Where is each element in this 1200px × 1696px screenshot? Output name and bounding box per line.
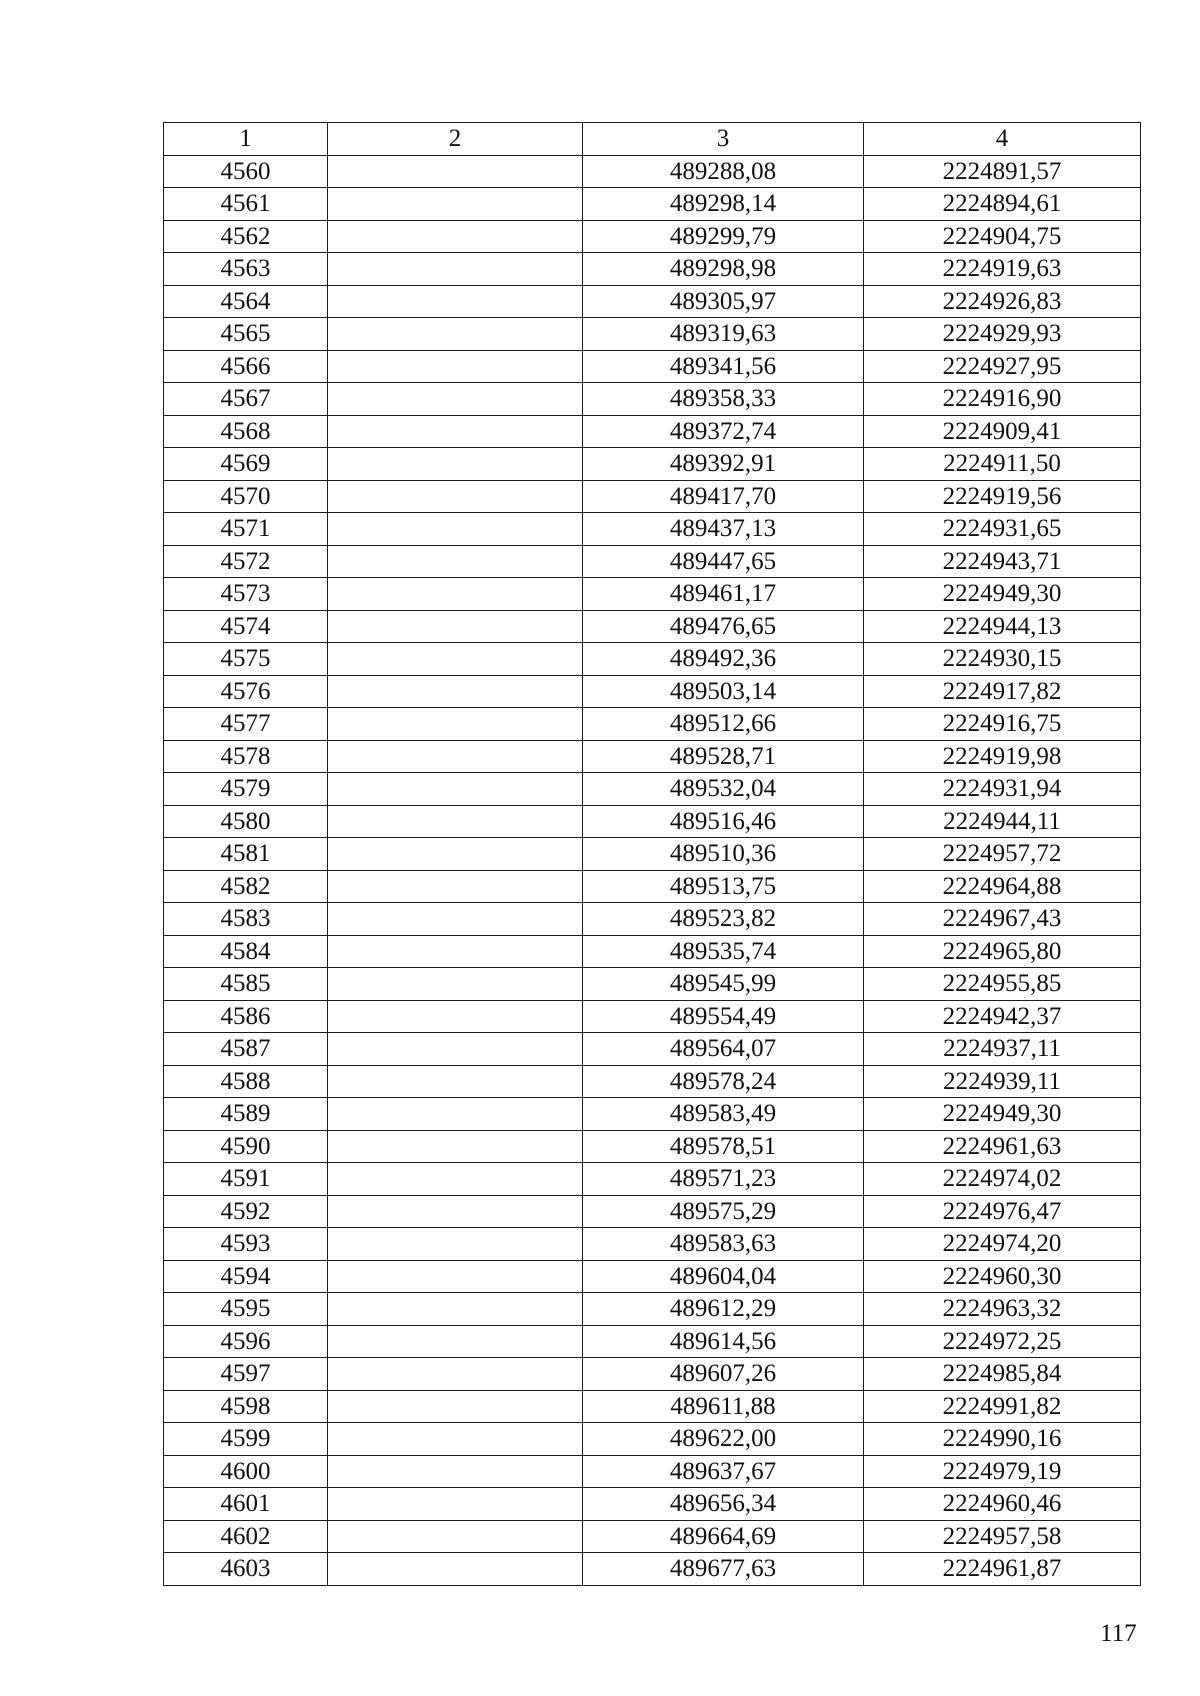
point-number-cell: 4566 [164, 350, 328, 383]
description-cell [328, 1553, 583, 1586]
table-row [164, 285, 1141, 318]
table-row [164, 968, 1141, 1001]
table-row [164, 1488, 1141, 1521]
x-coordinate-cell: 489614,56 [583, 1325, 864, 1358]
point-number-cell: 4602 [164, 1520, 328, 1553]
x-coordinate-cell: 489575,29 [583, 1195, 864, 1228]
y-coordinate-cell: 2224961,63 [864, 1130, 1141, 1163]
y-coordinate-cell: 2224944,13 [864, 610, 1141, 643]
x-coordinate-cell: 489288,08 [583, 155, 864, 188]
table-row [164, 1455, 1141, 1488]
x-coordinate-cell: 489564,07 [583, 1033, 864, 1066]
description-cell [328, 318, 583, 351]
y-coordinate-cell: 2224919,98 [864, 740, 1141, 773]
table-row [164, 1358, 1141, 1391]
table-row [164, 1065, 1141, 1098]
table-row [164, 773, 1141, 806]
point-number-cell: 4600 [164, 1455, 328, 1488]
x-coordinate-cell: 489656,34 [583, 1488, 864, 1521]
description-cell [328, 1488, 583, 1521]
point-number-cell: 4579 [164, 773, 328, 806]
point-number-cell: 4584 [164, 935, 328, 968]
table-row [164, 1163, 1141, 1196]
header-col-2: 2 [328, 123, 583, 156]
point-number-cell: 4562 [164, 220, 328, 253]
table-row [164, 220, 1141, 253]
x-coordinate-cell: 489476,65 [583, 610, 864, 643]
description-cell [328, 1130, 583, 1163]
point-number-cell: 4575 [164, 643, 328, 676]
y-coordinate-cell: 2224927,95 [864, 350, 1141, 383]
x-coordinate-cell: 489607,26 [583, 1358, 864, 1391]
x-coordinate-cell: 489664,69 [583, 1520, 864, 1553]
point-number-cell: 4565 [164, 318, 328, 351]
point-number-cell: 4568 [164, 415, 328, 448]
y-coordinate-cell: 2224931,65 [864, 513, 1141, 546]
x-coordinate-cell: 489305,97 [583, 285, 864, 318]
table-row [164, 383, 1141, 416]
y-coordinate-cell: 2224957,58 [864, 1520, 1141, 1553]
description-cell [328, 1033, 583, 1066]
description-cell [328, 935, 583, 968]
table-row [164, 1195, 1141, 1228]
y-coordinate-cell: 2224960,46 [864, 1488, 1141, 1521]
table-row [164, 1130, 1141, 1163]
table-row [164, 903, 1141, 936]
x-coordinate-cell: 489461,17 [583, 578, 864, 611]
table-row [164, 675, 1141, 708]
y-coordinate-cell: 2224943,71 [864, 545, 1141, 578]
description-cell [328, 1293, 583, 1326]
y-coordinate-cell: 2224985,84 [864, 1358, 1141, 1391]
y-coordinate-cell: 2224957,72 [864, 838, 1141, 871]
table-row [164, 1228, 1141, 1261]
description-cell [328, 708, 583, 741]
y-coordinate-cell: 2224909,41 [864, 415, 1141, 448]
table-row [164, 318, 1141, 351]
table-row [164, 1520, 1141, 1553]
point-number-cell: 4580 [164, 805, 328, 838]
x-coordinate-cell: 489677,63 [583, 1553, 864, 1586]
y-coordinate-cell: 2224965,80 [864, 935, 1141, 968]
point-number-cell: 4570 [164, 480, 328, 513]
x-coordinate-cell: 489447,65 [583, 545, 864, 578]
point-number-cell: 4581 [164, 838, 328, 871]
description-cell [328, 838, 583, 871]
point-number-cell: 4569 [164, 448, 328, 481]
description-cell [328, 350, 583, 383]
x-coordinate-cell: 489554,49 [583, 1000, 864, 1033]
point-number-cell: 4597 [164, 1358, 328, 1391]
y-coordinate-cell: 2224972,25 [864, 1325, 1141, 1358]
x-coordinate-cell: 489417,70 [583, 480, 864, 513]
description-cell [328, 740, 583, 773]
point-number-cell: 4599 [164, 1423, 328, 1456]
table-row [164, 1325, 1141, 1358]
point-number-cell: 4567 [164, 383, 328, 416]
description-cell [328, 773, 583, 806]
point-number-cell: 4591 [164, 1163, 328, 1196]
table-row [164, 935, 1141, 968]
y-coordinate-cell: 2224949,30 [864, 1098, 1141, 1131]
x-coordinate-cell: 489578,51 [583, 1130, 864, 1163]
y-coordinate-cell: 2224942,37 [864, 1000, 1141, 1033]
y-coordinate-cell: 2224916,75 [864, 708, 1141, 741]
y-coordinate-cell: 2224964,88 [864, 870, 1141, 903]
table-row [164, 578, 1141, 611]
point-number-cell: 4593 [164, 1228, 328, 1261]
point-number-cell: 4571 [164, 513, 328, 546]
point-number-cell: 4574 [164, 610, 328, 643]
point-number-cell: 4596 [164, 1325, 328, 1358]
description-cell [328, 643, 583, 676]
y-coordinate-cell: 2224929,93 [864, 318, 1141, 351]
y-coordinate-cell: 2224967,43 [864, 903, 1141, 936]
x-coordinate-cell: 489604,04 [583, 1260, 864, 1293]
x-coordinate-cell: 489523,82 [583, 903, 864, 936]
description-cell [328, 968, 583, 1001]
table-row [164, 448, 1141, 481]
y-coordinate-cell: 2224974,02 [864, 1163, 1141, 1196]
description-cell [328, 253, 583, 286]
description-cell [328, 805, 583, 838]
description-cell [328, 870, 583, 903]
table-row [164, 1260, 1141, 1293]
description-cell [328, 1325, 583, 1358]
x-coordinate-cell: 489637,67 [583, 1455, 864, 1488]
point-number-cell: 4577 [164, 708, 328, 741]
description-cell [328, 480, 583, 513]
table-row [164, 253, 1141, 286]
table-row [164, 1553, 1141, 1586]
y-coordinate-cell: 2224963,32 [864, 1293, 1141, 1326]
point-number-cell: 4572 [164, 545, 328, 578]
table-header [164, 123, 1141, 156]
x-coordinate-cell: 489545,99 [583, 968, 864, 1001]
y-coordinate-cell: 2224991,82 [864, 1390, 1141, 1423]
header-col-3: 3 [583, 123, 864, 156]
description-cell [328, 1195, 583, 1228]
y-coordinate-cell: 2224974,20 [864, 1228, 1141, 1261]
header-row [164, 123, 1141, 156]
table-row [164, 415, 1141, 448]
description-cell [328, 1065, 583, 1098]
description-cell [328, 1000, 583, 1033]
y-coordinate-cell: 2224911,50 [864, 448, 1141, 481]
x-coordinate-cell: 489583,49 [583, 1098, 864, 1131]
point-number-cell: 4582 [164, 870, 328, 903]
description-cell [328, 1163, 583, 1196]
description-cell [328, 1260, 583, 1293]
x-coordinate-cell: 489512,66 [583, 708, 864, 741]
y-coordinate-cell: 2224944,11 [864, 805, 1141, 838]
x-coordinate-cell: 489578,24 [583, 1065, 864, 1098]
table-body [164, 155, 1141, 1585]
y-coordinate-cell: 2224961,87 [864, 1553, 1141, 1586]
point-number-cell: 4587 [164, 1033, 328, 1066]
x-coordinate-cell: 489358,33 [583, 383, 864, 416]
coordinates-table [163, 122, 1141, 1586]
y-coordinate-cell: 2224916,90 [864, 383, 1141, 416]
y-coordinate-cell: 2224919,56 [864, 480, 1141, 513]
x-coordinate-cell: 489532,04 [583, 773, 864, 806]
y-coordinate-cell: 2224894,61 [864, 188, 1141, 221]
page-number: 117 [1100, 1620, 1137, 1647]
x-coordinate-cell: 489503,14 [583, 675, 864, 708]
x-coordinate-cell: 489535,74 [583, 935, 864, 968]
x-coordinate-cell: 489341,56 [583, 350, 864, 383]
y-coordinate-cell: 2224939,11 [864, 1065, 1141, 1098]
description-cell [328, 155, 583, 188]
table-row [164, 870, 1141, 903]
y-coordinate-cell: 2224930,15 [864, 643, 1141, 676]
x-coordinate-cell: 489510,36 [583, 838, 864, 871]
point-number-cell: 4561 [164, 188, 328, 221]
y-coordinate-cell: 2224976,47 [864, 1195, 1141, 1228]
table-row [164, 350, 1141, 383]
point-number-cell: 4594 [164, 1260, 328, 1293]
table-row [164, 513, 1141, 546]
point-number-cell: 4589 [164, 1098, 328, 1131]
table-row [164, 643, 1141, 676]
description-cell [328, 448, 583, 481]
description-cell [328, 285, 583, 318]
x-coordinate-cell: 489372,74 [583, 415, 864, 448]
x-coordinate-cell: 489298,14 [583, 188, 864, 221]
description-cell [328, 1098, 583, 1131]
point-number-cell: 4590 [164, 1130, 328, 1163]
point-number-cell: 4586 [164, 1000, 328, 1033]
y-coordinate-cell: 2224931,94 [864, 773, 1141, 806]
point-number-cell: 4564 [164, 285, 328, 318]
table-row [164, 1293, 1141, 1326]
y-coordinate-cell: 2224955,85 [864, 968, 1141, 1001]
point-number-cell: 4592 [164, 1195, 328, 1228]
description-cell [328, 1358, 583, 1391]
table-row [164, 188, 1141, 221]
table-row [164, 740, 1141, 773]
x-coordinate-cell: 489611,88 [583, 1390, 864, 1423]
y-coordinate-cell: 2224919,63 [864, 253, 1141, 286]
description-cell [328, 415, 583, 448]
point-number-cell: 4595 [164, 1293, 328, 1326]
x-coordinate-cell: 489392,91 [583, 448, 864, 481]
x-coordinate-cell: 489492,36 [583, 643, 864, 676]
description-cell [328, 383, 583, 416]
description-cell [328, 1520, 583, 1553]
point-number-cell: 4578 [164, 740, 328, 773]
y-coordinate-cell: 2224904,75 [864, 220, 1141, 253]
description-cell [328, 1390, 583, 1423]
y-coordinate-cell: 2224979,19 [864, 1455, 1141, 1488]
x-coordinate-cell: 489299,79 [583, 220, 864, 253]
y-coordinate-cell: 2224949,30 [864, 578, 1141, 611]
x-coordinate-cell: 489571,23 [583, 1163, 864, 1196]
x-coordinate-cell: 489583,63 [583, 1228, 864, 1261]
y-coordinate-cell: 2224990,16 [864, 1423, 1141, 1456]
description-cell [328, 220, 583, 253]
x-coordinate-cell: 489437,13 [583, 513, 864, 546]
table-row [164, 610, 1141, 643]
description-cell [328, 545, 583, 578]
y-coordinate-cell: 2224926,83 [864, 285, 1141, 318]
table-row [164, 155, 1141, 188]
table-row [164, 1390, 1141, 1423]
description-cell [328, 513, 583, 546]
description-cell [328, 1455, 583, 1488]
point-number-cell: 4576 [164, 675, 328, 708]
description-cell [328, 1423, 583, 1456]
description-cell [328, 1228, 583, 1261]
y-coordinate-cell: 2224937,11 [864, 1033, 1141, 1066]
y-coordinate-cell: 2224917,82 [864, 675, 1141, 708]
y-coordinate-cell: 2224891,57 [864, 155, 1141, 188]
point-number-cell: 4573 [164, 578, 328, 611]
point-number-cell: 4603 [164, 1553, 328, 1586]
x-coordinate-cell: 489622,00 [583, 1423, 864, 1456]
table-row [164, 1098, 1141, 1131]
description-cell [328, 578, 583, 611]
table-row [164, 480, 1141, 513]
point-number-cell: 4601 [164, 1488, 328, 1521]
y-coordinate-cell: 2224960,30 [864, 1260, 1141, 1293]
table-row [164, 805, 1141, 838]
header-col-1: 1 [164, 123, 328, 156]
description-cell [328, 188, 583, 221]
x-coordinate-cell: 489516,46 [583, 805, 864, 838]
x-coordinate-cell: 489528,71 [583, 740, 864, 773]
point-number-cell: 4598 [164, 1390, 328, 1423]
point-number-cell: 4560 [164, 155, 328, 188]
description-cell [328, 903, 583, 936]
table-row [164, 1000, 1141, 1033]
x-coordinate-cell: 489298,98 [583, 253, 864, 286]
x-coordinate-cell: 489319,63 [583, 318, 864, 351]
point-number-cell: 4583 [164, 903, 328, 936]
point-number-cell: 4563 [164, 253, 328, 286]
table-row [164, 708, 1141, 741]
table-row [164, 838, 1141, 871]
table-row [164, 545, 1141, 578]
description-cell [328, 675, 583, 708]
table-row [164, 1423, 1141, 1456]
description-cell [328, 610, 583, 643]
x-coordinate-cell: 489513,75 [583, 870, 864, 903]
table-row [164, 1033, 1141, 1066]
header-col-4: 4 [864, 123, 1141, 156]
point-number-cell: 4588 [164, 1065, 328, 1098]
x-coordinate-cell: 489612,29 [583, 1293, 864, 1326]
point-number-cell: 4585 [164, 968, 328, 1001]
